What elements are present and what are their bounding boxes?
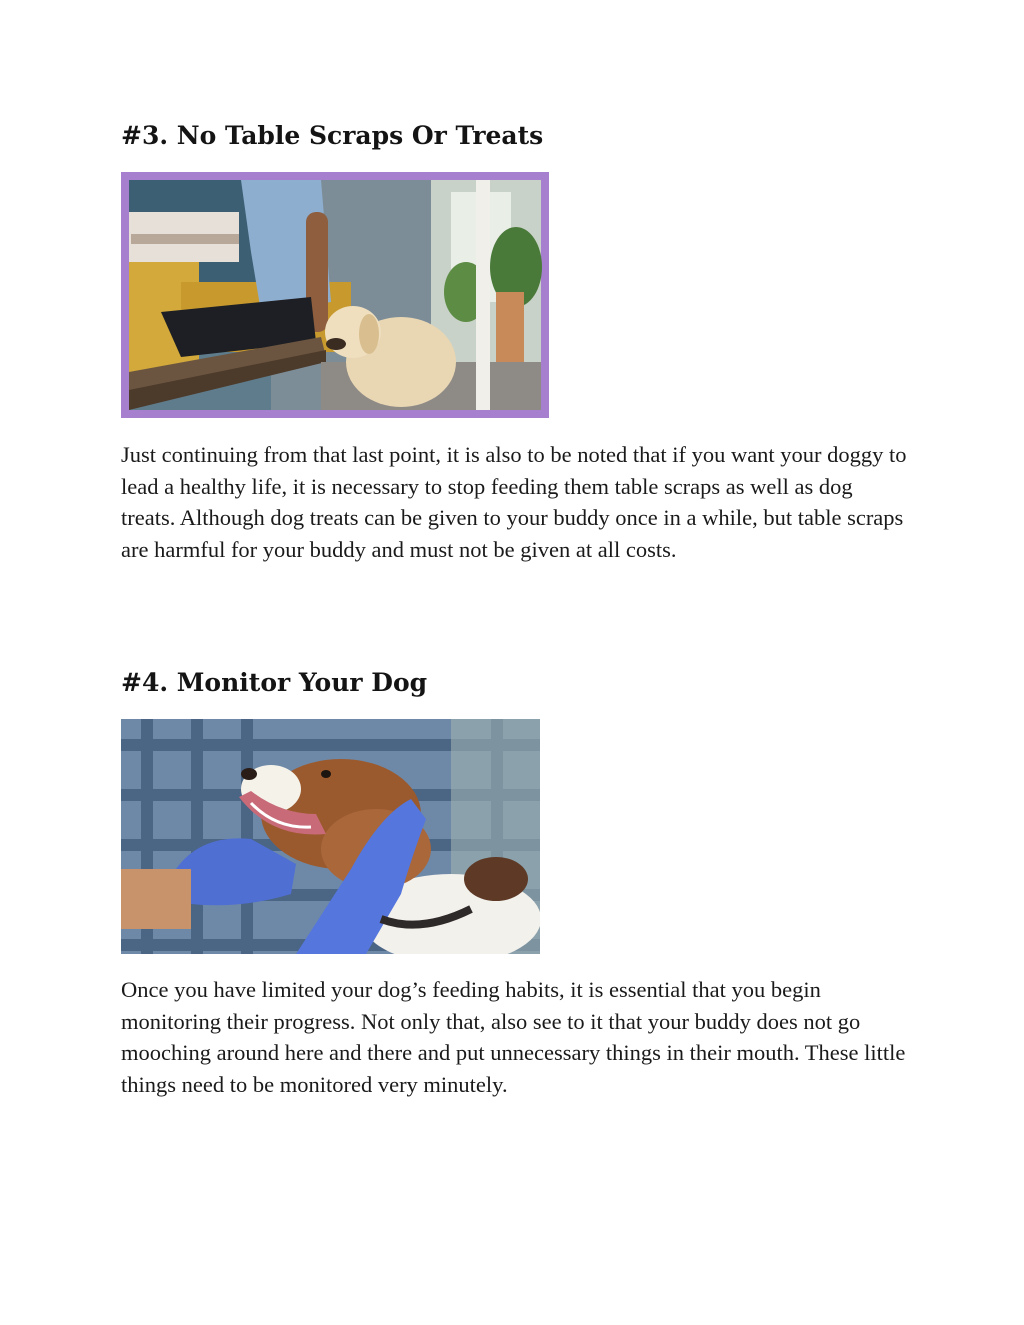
section-4-paragraph: Once you have limited your dog’s feeding habits, it is essential that you begin monitoring their progress. Not only that, also see to it that your buddy does not go mooching around here and there and put unnecessary things in their mouth. These little things need to be monitored very minutely.: [121, 977, 906, 1097]
section-3-heading: #3. No Table Scraps Or Treats: [121, 121, 544, 150]
section-4-heading: #4. Monitor Your Dog: [121, 668, 428, 697]
section-3-photo: [121, 172, 549, 418]
section-3-paragraph: Just continuing from that last point, it is also to be noted that if you want your doggy to lead a healthy life, it is necessary to stop feeding them table scraps as well as dog treats. Although dog treats can be given to your buddy once in a while, but table scraps are harmful for your buddy and must not be given at all costs.: [121, 442, 907, 562]
section-4-photo: [121, 719, 540, 954]
